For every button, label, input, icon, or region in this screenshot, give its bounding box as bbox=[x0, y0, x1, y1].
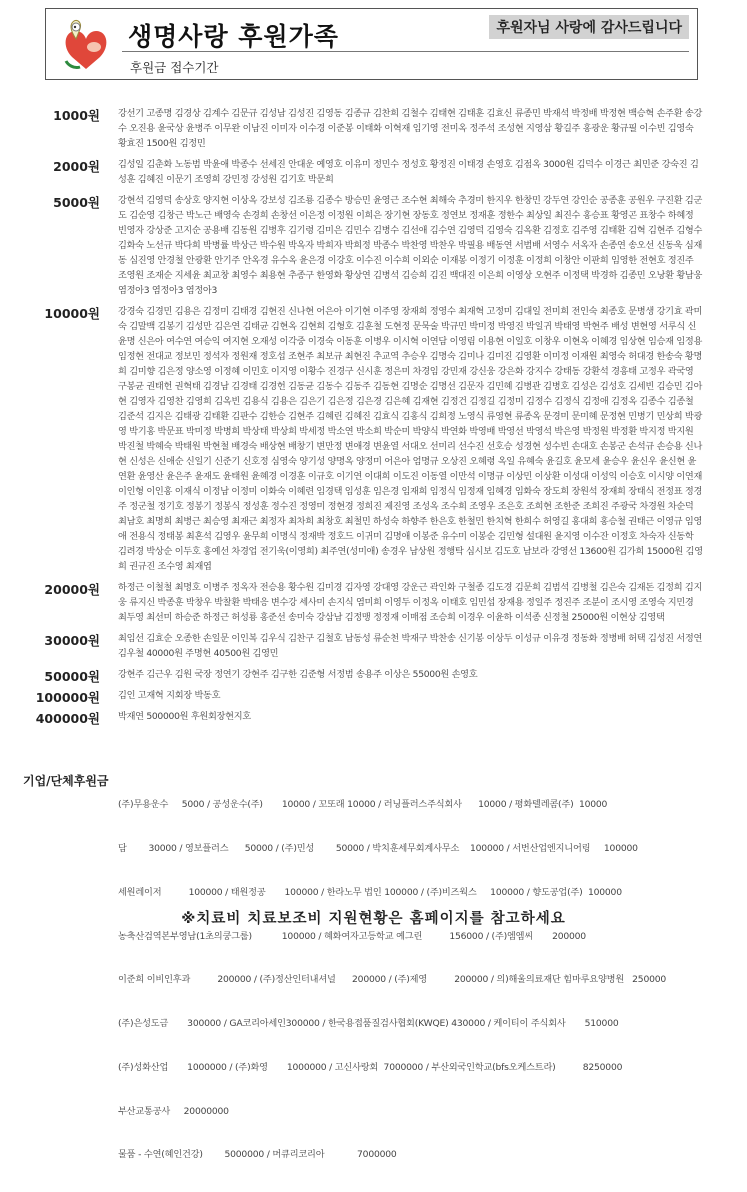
donation-amount: 5000원 bbox=[53, 195, 100, 210]
donation-amount: 2000원 bbox=[53, 159, 100, 174]
corporate-donor-line: 농축산검역본부영남(1초의쿵그룹) 100000 / 혜화여자고등학교 예그린 156000 / (주)엠엠씨 200000 bbox=[118, 930, 586, 942]
corporate-donor-line: 부산교통공사 20000000 bbox=[118, 1105, 229, 1117]
donation-amount: 1000원 bbox=[53, 108, 100, 123]
donation-amount: 50000원 bbox=[44, 669, 100, 684]
header-box bbox=[45, 8, 698, 80]
donor-names: 김인 고재혁 지회장 박동호 bbox=[118, 690, 221, 701]
corporate-donors-section bbox=[0, 769, 747, 1192]
donor-group bbox=[0, 157, 747, 187]
corporate-donors-list bbox=[118, 769, 718, 1192]
donation-amount: 30000원 bbox=[44, 633, 100, 648]
donor-names: 최임선 김효순 오종한 손일문 이인복 김우식 김찬구 김철호 남동성 류순천 박재구 박찬송 신기봉 이상두 이성규 이유경 정동화 정병배 허택 김성진 서정연 김우철 40000원 주명현 40500원 김영민 bbox=[118, 633, 703, 659]
donor-names: 강선기 고종명 김경상 김계수 김문규 김성남 김성진 김영동 김종규 김찬희 김철수 김태현 김태훈 김효신 류종민 박재석 박정배 박정현 백승혁 손주환 송강수 오진용 윤국상 윤병주 이무완 이남진 이미자 이수경 이준봉 이태화 이혁재 임기영 전미옥 정주석 조성현 지영삼 황길주 홍광운 황규필 이수빈 김영숙 황효진 1500원 김정민 bbox=[118, 108, 703, 149]
corporate-donor-line: (주)무용운수 5000 / 공성운수(주) 10000 / 꼬또래 10000 / 러닝플러스주식회사 10000 / 평화텔레콤(주) 10000 bbox=[118, 799, 608, 811]
donation-amount: 20000원 bbox=[44, 582, 100, 597]
thanks-banner: 후원자님 사랑에 감사드립니다 bbox=[489, 15, 689, 39]
donor-group bbox=[0, 709, 747, 724]
corporate-donor-line: 물품 - 수연(혜인건강) 5000000 / 머큐리코리아 7000000 bbox=[118, 1149, 397, 1161]
donor-names: 하정근 이철철 최명호 이병주 정옥자 전승용 황수원 김미경 김자영 강대영 강운근 곽인화 구철종 김도경 김문희 김범석 김병철 김은숙 김재돈 김정희 김지웅 류지신 박종훈 박창우 박찰환 박태응 변수강 세사미 손지식 염미희 이영두 이정옥 이태호 임민섭 장재용 정일주 정진주 조분이 조시영 조영숙 지민경 최두영 최선미 하승준 하정근 허성룡 홍준선 송미숙 강삼남 김정맹 정정재 이매점 조승희 이경우 이윤하 이석종 신정철 25000원 이현상 김영택 bbox=[118, 582, 703, 623]
donor-group bbox=[0, 631, 747, 661]
page-title: 생명사랑 후원가족 bbox=[128, 22, 339, 51]
donor-names: 강현주 김근우 김원 국장 정연기 강현주 김구한 김준형 서정범 송용주 이상은 55000원 손영호 bbox=[118, 669, 478, 680]
donor-names: 박재연 500000원 후원회장현지호 bbox=[118, 711, 251, 722]
donation-amount: 400000원 bbox=[35, 711, 100, 726]
donor-group bbox=[0, 667, 747, 682]
corporate-donor-line: 담 30000 / 영보플러스 50000 / (주)민성 50000 / 박치훈세무회계사무소 100000 / 서번산업엔지니어링 100000 bbox=[118, 842, 638, 854]
corporate-donor-line: (주)성화산업 1000000 / (주)화영 1000000 / 고신사랑회 7000000 / 부산외국인학교(bfs오케스트라) 8250000 bbox=[118, 1061, 623, 1073]
corporate-donor-line: 이준희 이비인후과 200000 / (주)정산인터내셔널 200000 / (주)제영 200000 / 의)해울의료재단 힘마루요양병원 250000 bbox=[118, 974, 667, 986]
donor-group bbox=[0, 580, 747, 625]
donor-names: 강경숙 김경민 김용은 김정미 김태경 김현진 신나현 어은아 이기현 이주영 장재희 정영수 최재혁 고정미 김대일 전미희 전인숙 최종호 문병생 강기효 곽미숙 김말백 김봉기 김성만 김은연 김태균 김현옥 김현희 김형호 김훈철 도현정 문묵술 박규민 박미정 박영진 박일귀 박태영 박현주 배성 변현영 서루식 신윤명 신은아 여수연 여승익 여지현 오재성 이각중 이경숙 이동훈 이병우 이시혁 이연담 이영림 이용현 이일호 이창우 이현옥 이혜경 임상현 임승재 임정용 임정현 전대교 정보민 정석자 정원재 정호섭 조현주 최보규 최현진 추교역 추승우 김명숙 김미나 김미진 김영환 이미정 이재원 최영숙 허대경 한송숙 황명희 김미향 김은정 양소영 이정혜 이민호 이지영 이황수 진경구 신시훈 정은미 차경임 강민재 강신웅 강은화 강지수 강태동 강환석 경흥태 고정우 곽국영 구봉균 권태헌 권혁태 김경남 김경태 김경헌 김동균 김동수 김동주 김동현 김명순 김명선 김문자 김민혜 김병관 김병호 김성은 김성호 김세빈 김승민 김아현 김영자 김영찬 김영희 김옥빈 김용식 김용은 김은기 김은정 김은경 김은혜 김재현 김정건 김정길 김정미 김정수 김정식 김정애 김정옥 김종수 김종철 김준석 김지은 김태광 김태환 김판수 김한승 김현주 김혜린 김혜진 김효식 김홍식 김희정 노영식 류영현 류종옥 문경미 문미혜 문정현 민병기 민상희 박광영 박기홍 박문표 박미정 박병희 박상태 박상희 박세정 박소연 박소희 박순미 박양식 박연화 박영배 박영선 박영석 박은영 박정원 박정환 박지정 박지원 박진철 박혜숙 박태원 박현철 배경숙 배상현 배창기 변만정 변애경 변윤열 서대오 선미리 선수진 선호승 성경현 성수빈 손대호 손봉군 손석규 손승용 신나현 신성은 신애순 신일기 신준기 신호정 심영숙 양기성 양명옥 양정미 어은아 엄명규 오상진 오혜령 옥일 유혜숙 윤길호 윤모세 윤승우 윤신우 윤신현 윤연환 윤영산 윤은주 윤재도 윤태원 윤혜경 이경훈 이규호 이기연 이대희 이도진 이동열 이만석 이명규 이상민 이상환 이성대 이성익 이승호 이시양 이연재 이인형 이인홍 이재식 이정남 이정미 이화숙 이혜련 임경택 임성훈 임은경 임재희 임정식 임정재 임혜경 임화숙 장도희 장원석 장재희 장태식 전정표 정경주 정군철 정기호 정봉기 정봉식 정성훈 정수진 정영미 정현경 정희진 제진영 조성옥 조수희 조영우 조은호 조희현 조한준 조희진 주광국 차경원 차순덕 최남호 최명희 최병근 최승영 최재근 최정자 최차희 최창호 최철민 하성숙 하향주 한은호 한철민 한치혁 한희수 허영길 홍대희 홍승철 권태근 이영규 임영애 전용식 정태봉 최혼석 김영우 윤무희 이명식 정재박 정호드 이귀미 김명애 이봉준 유수미 이봉순 김민형 설대원 윤지영 이수잔 이정호 차숙자 신동학 김려경 박상순 이두호 홍예선 차경업 전기욱(이영희) 최주연(성미애) 송경우 남상원 정행탁 심시보 김도호 남보라 강영선 13600원 김가희 15000원 김영희 권규진 조수영 최재엽 bbox=[118, 306, 703, 572]
page-subtitle: 후원금 접수기간 bbox=[130, 60, 219, 75]
donor-group bbox=[0, 304, 747, 574]
donor-group bbox=[0, 193, 747, 298]
homepage-notice: ※치료비 치료보조비 지원현황은 홈페이지를 참고하세요 bbox=[181, 911, 566, 927]
donation-amount: 100000원 bbox=[35, 690, 100, 705]
donor-group bbox=[0, 106, 747, 151]
corporate-donor-line: 세원레이저 100000 / 태원정공 100000 / 한라노무 법인 100000 / (주)비즈웍스 100000 / 향도공업(주) 100000 bbox=[118, 886, 622, 898]
donor-group bbox=[0, 688, 747, 703]
donation-amount: 10000원 bbox=[44, 306, 100, 321]
title-divider bbox=[122, 51, 689, 52]
donor-names: 강현석 김영덕 송상호 양지현 이상옥 강보성 김조룡 김종수 방승민 윤영근 조수현 최해숙 추경미 한지우 한창민 강두연 강인순 공종훈 공원우 구진환 김군도 김순영 김창근 박노근 배영숙 손경희 손창선 이은정 이정원 이희은 장기현 장동호 정연보 정재훈 정한수 최상일 최진수 홍승표 황영곤 표창수 하혜정 빈영자 강상준 고지순 공용배 김동원 김병후 김기령 김미은 김민수 김병수 김선애 김수연 김영덕 김영숙 김옥환 김정호 김주영 김태환 김혁 김현주 김형수 김화숙 노선규 박다희 박병률 박상근 박수원 박옥자 박희자 박희정 박종수 박찬영 박찬우 박필용 배동연 서범배 서영수 서옥자 손종연 송오선 신동욱 심재동 심진영 안경철 안광환 안기주 안옥경 유수옥 윤은경 이강호 이수진 이수희 이외순 이재봉 이정기 이정훈 이정희 이창안 이판희 임영한 전현호 정진주 조영원 조재순 지세윤 최교창 최영수 최용현 추종구 한영화 황상연 김병석 김승희 김진 백대진 이은희 이영상 오현주 이정택 박경하 김종민 오낭환 황남웅 염정아3 염정아3 염정아3 bbox=[118, 195, 703, 296]
donor-list bbox=[0, 106, 747, 730]
heart-mascot-logo-icon bbox=[58, 17, 112, 73]
donor-names: 김성일 김춘화 노동범 박윤애 박종수 선세진 안대운 예영호 이유미 정민수 정성호 황정진 이태경 손영호 김점옥 3000원 김덕수 이경근 최민준 강숙진 김성훈 김혜진 이문기 조영희 강민정 강성원 김기호 박문희 bbox=[118, 159, 699, 185]
corporate-donors-title: 기업/단체후원금 bbox=[23, 774, 109, 788]
corporate-donor-line: (주)은성도금 300000 / GA코리아세인300000 / 한국용접품질검사협회(KWQE) 430000 / 케이티이 주식회사 510000 bbox=[118, 1018, 619, 1030]
